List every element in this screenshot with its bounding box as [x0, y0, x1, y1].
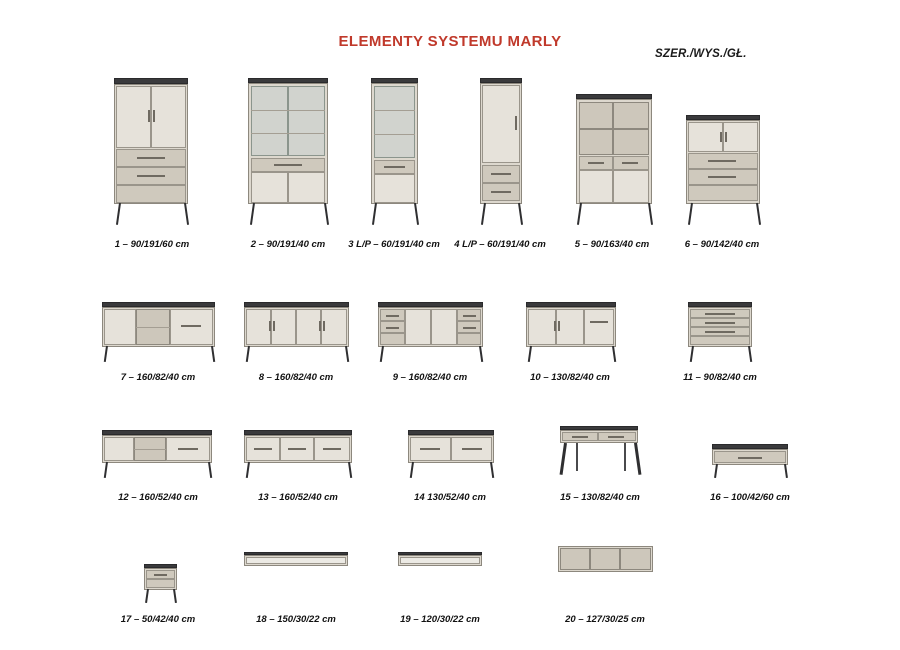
- handle-icon: [572, 436, 588, 438]
- leg: [756, 203, 761, 225]
- product-caption: 1 – 90/191/60 cm: [114, 239, 190, 250]
- product-caption: 3 L/P – 60/191/40 cm: [348, 239, 440, 250]
- handle-icon: [515, 116, 517, 130]
- product-item-2[interactable]: [228, 70, 348, 250]
- open-compartment: [613, 102, 649, 129]
- handle-icon: [590, 321, 608, 323]
- leg: [714, 464, 718, 478]
- open-compartment: [613, 129, 649, 155]
- product-caption: 10 – 130/82/40 cm: [530, 372, 610, 383]
- product-caption: 16 – 100/42/60 cm: [710, 492, 790, 503]
- product-item-11[interactable]: [650, 288, 790, 383]
- product-item-17[interactable]: [98, 540, 218, 625]
- row-3-tv-units: [0, 418, 900, 528]
- handle-icon: [738, 457, 762, 459]
- open-compartment: [620, 548, 651, 570]
- open-compartment: [579, 102, 613, 129]
- product-item-13[interactable]: [228, 418, 368, 503]
- shelf-front: [246, 557, 346, 564]
- handle-icon: [725, 132, 727, 142]
- product-caption: 12 – 160/52/40 cm: [118, 492, 198, 503]
- door-left: [104, 437, 134, 461]
- product-item-12[interactable]: [88, 418, 228, 503]
- leg: [380, 346, 384, 362]
- product-item-3[interactable]: [334, 70, 454, 250]
- handle-icon: [420, 448, 440, 450]
- handle-icon: [705, 322, 735, 324]
- handle-icon: [558, 321, 560, 331]
- product-caption: 4 L/P – 60/191/40 cm: [454, 239, 546, 250]
- handle-icon: [463, 327, 476, 329]
- door-right: [151, 86, 186, 148]
- door-1: [405, 309, 431, 345]
- handle-icon: [386, 327, 399, 329]
- leg: [624, 443, 626, 471]
- handle-icon: [148, 110, 150, 122]
- leg: [324, 203, 329, 225]
- shelf-line: [251, 133, 325, 134]
- handle-icon: [254, 448, 272, 450]
- row-2-sideboards: [0, 288, 900, 398]
- leg: [246, 462, 250, 478]
- handle-icon: [137, 175, 165, 177]
- leg: [116, 203, 121, 225]
- handle-icon: [608, 436, 624, 438]
- leg: [479, 346, 483, 362]
- product-caption: 6 – 90/142/40 cm: [684, 239, 760, 250]
- door-1: [528, 309, 556, 345]
- handle-icon: [181, 325, 201, 327]
- handle-icon: [705, 331, 735, 333]
- product-item-5[interactable]: [552, 70, 672, 250]
- leg: [345, 346, 349, 362]
- product-caption: 20 – 127/30/25 cm: [565, 614, 645, 625]
- product-item-8[interactable]: [226, 288, 366, 383]
- row-4-small-items: [0, 540, 900, 640]
- handle-icon: [386, 315, 399, 317]
- product-item-18[interactable]: [226, 540, 366, 625]
- handle-icon: [273, 321, 275, 331]
- product-caption: 14 130/52/40 cm: [414, 492, 486, 503]
- leg: [481, 203, 486, 225]
- open-compartment: [560, 548, 590, 570]
- dimensions-legend: SZER./WYS./GŁ.: [655, 48, 747, 60]
- product-caption: 17 – 50/42/40 cm: [120, 614, 196, 625]
- handle-icon: [491, 173, 511, 175]
- handle-icon: [554, 321, 556, 331]
- row-1-tall-cabinets: [0, 70, 900, 250]
- handle-icon: [323, 448, 341, 450]
- door-right: [613, 170, 649, 203]
- door-4: [321, 309, 347, 345]
- product-item-9[interactable]: [360, 288, 500, 383]
- leg: [414, 203, 419, 225]
- leg: [104, 346, 108, 362]
- handle-icon: [463, 315, 476, 317]
- product-item-19[interactable]: [370, 540, 510, 625]
- leg: [246, 346, 250, 362]
- door-right: [723, 122, 758, 152]
- handle-icon: [720, 132, 722, 142]
- door-right: [288, 172, 325, 203]
- glass-door: [374, 86, 415, 158]
- handle-icon: [178, 448, 198, 450]
- product-caption: 8 – 160/82/40 cm: [258, 372, 334, 383]
- leg: [145, 589, 149, 603]
- leg: [634, 443, 641, 475]
- shelf-line: [374, 110, 415, 111]
- handle-icon: [137, 157, 165, 159]
- handle-icon: [269, 321, 271, 331]
- product-item-16[interactable]: [680, 418, 820, 503]
- drawer-3: [688, 185, 758, 201]
- door-left: [579, 170, 613, 203]
- open-compartment: [590, 548, 620, 570]
- product-item-6[interactable]: [662, 70, 782, 250]
- shelf-line: [251, 110, 325, 111]
- product-item-14[interactable]: [380, 418, 520, 503]
- product-caption: 19 – 120/30/22 cm: [400, 614, 480, 625]
- door-2: [556, 309, 584, 345]
- handle-icon: [462, 448, 482, 450]
- drawer-3: [380, 333, 405, 345]
- handle-icon: [154, 574, 167, 576]
- door-lower: [374, 174, 415, 203]
- leg: [688, 203, 693, 225]
- handle-icon: [705, 313, 735, 315]
- handle-icon: [274, 164, 302, 166]
- leg: [348, 462, 352, 478]
- product-caption: 11 – 90/82/40 cm: [683, 372, 757, 383]
- door-3: [296, 309, 321, 345]
- door-1: [246, 309, 271, 345]
- leg: [576, 443, 578, 471]
- handle-icon: [288, 448, 306, 450]
- leg: [250, 203, 255, 225]
- product-caption: 5 – 90/163/40 cm: [574, 239, 650, 250]
- product-item-4[interactable]: [440, 70, 560, 250]
- leg: [612, 346, 616, 362]
- product-item-7[interactable]: [88, 288, 228, 383]
- door-left: [116, 86, 151, 148]
- shelf-line: [134, 449, 166, 450]
- door-2: [271, 309, 296, 345]
- drawer-2: [146, 579, 175, 588]
- leg: [410, 462, 414, 478]
- handle-icon: [708, 160, 736, 162]
- leg: [748, 346, 752, 362]
- handle-icon: [384, 166, 405, 168]
- handle-icon: [622, 162, 638, 164]
- handle-icon: [491, 191, 511, 193]
- handle-icon: [588, 162, 604, 164]
- leg: [528, 346, 532, 362]
- leg: [173, 589, 177, 603]
- leg: [518, 203, 523, 225]
- door-left: [688, 122, 723, 152]
- product-item-10[interactable]: [500, 288, 640, 383]
- door-left: [104, 309, 136, 345]
- leg: [211, 346, 215, 362]
- leg: [560, 443, 567, 475]
- handle-icon: [319, 321, 321, 331]
- leg: [577, 203, 582, 225]
- leg: [690, 346, 694, 362]
- leg: [648, 203, 653, 225]
- door-left: [251, 172, 288, 203]
- glass-door-left: [251, 86, 288, 156]
- shelf-front: [400, 557, 480, 564]
- leg: [490, 462, 494, 478]
- product-caption: 13 – 160/52/40 cm: [258, 492, 338, 503]
- handle-icon: [323, 321, 325, 331]
- shelf-line: [374, 134, 415, 135]
- product-caption: 2 – 90/191/40 cm: [250, 239, 326, 250]
- drawer-4: [690, 336, 750, 345]
- glass-door-right: [288, 86, 325, 156]
- drawer-3: [116, 185, 186, 203]
- door-right: [170, 309, 213, 345]
- open-compartment: [579, 129, 613, 155]
- product-item-20[interactable]: [530, 540, 680, 625]
- handle-icon: [153, 110, 155, 122]
- product-item-15[interactable]: [520, 418, 680, 503]
- door-2: [431, 309, 457, 345]
- product-caption: 9 – 160/82/40 cm: [392, 372, 468, 383]
- leg: [104, 462, 108, 478]
- door-3: [584, 309, 614, 345]
- product-caption: 15 – 130/82/40 cm: [560, 492, 640, 503]
- product-caption: 7 – 160/82/40 cm: [120, 372, 196, 383]
- leg: [208, 462, 212, 478]
- product-item-1[interactable]: [92, 70, 212, 250]
- shelf-line: [136, 327, 170, 328]
- page-title: ELEMENTY SYSTEMU MARLY: [338, 33, 562, 50]
- handle-icon: [708, 176, 736, 178]
- leg: [784, 464, 788, 478]
- product-caption: 18 – 150/30/22 cm: [256, 614, 336, 625]
- leg: [372, 203, 377, 225]
- leg: [184, 203, 189, 225]
- drawer-6: [457, 333, 481, 345]
